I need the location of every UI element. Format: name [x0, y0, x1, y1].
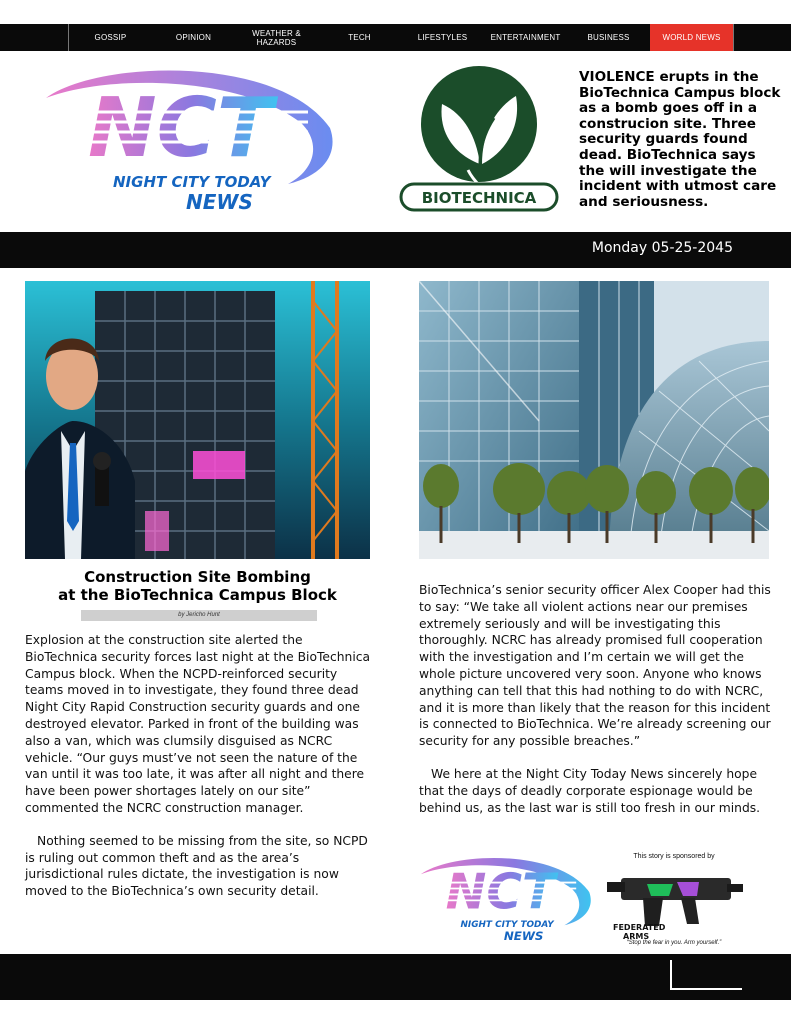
logo-line2: NEWS	[186, 190, 253, 214]
nav-item-tech[interactable]: TECH	[348, 33, 371, 42]
biotechnica-wordmark: BIOTECHNICA	[421, 189, 537, 207]
logo-letters: NCT	[445, 864, 556, 921]
logo-line1: NIGHT CITY TODAY	[460, 920, 554, 931]
nav-items	[68, 24, 734, 51]
federated-arms-ad[interactable]	[603, 866, 745, 944]
headline-lead: VIOLENCE	[579, 69, 655, 85]
nav-item-lifestyles[interactable]: LIFESTYLES	[417, 33, 468, 42]
brand-line1: FEDERATED	[613, 923, 666, 932]
footer-corner-mark	[670, 988, 742, 990]
biotechnica-campus-photo	[419, 281, 769, 559]
article-paragraph: Explosion at the construction site alerted the BioTechnica security forces last night at the BioTechnica Campus block. When the NCPD-reinforced security teams moved in to investigate, they found three dead Night City Rapid Construction security guards and one destroyed elevator. Parked in front of the building was also a van, which was clumsily disguised as NCRC vehicle. “Our guys must’ve not seen the nature of the van until it was too late, it was after all night and there have been power shortages lately on our site” commented the NCRC construction manager.	[25, 633, 371, 815]
construction-site-photo	[25, 281, 370, 559]
nav-item-world-news[interactable]: WORLD NEWS	[650, 24, 733, 51]
article-paragraph: Nothing seemed to be missing from the site, so NCPD is ruling out common theft and as the area’s jurisdictional rules dictate, the investigation is now moved to the BioTechnica’s own security detail.	[25, 833, 368, 899]
brand-line2: ARMS	[623, 932, 650, 941]
sponsor-caption: This story is sponsored by	[633, 853, 715, 860]
date-bar	[0, 232, 791, 268]
footer-corner-mark	[670, 960, 672, 990]
article-title-line2: at the BioTechnica Campus Block	[58, 586, 337, 604]
article-paragraph: We here at the Night City Today News sincerely hope that the days of deadly corporate espionage would be behind us, as the last war is still too fresh in our minds.	[419, 766, 761, 815]
article-column-left	[25, 632, 377, 900]
nct-news-logo[interactable]	[38, 58, 338, 218]
article-column-right	[419, 582, 773, 816]
nav-item-gossip[interactable]: GOSSIP	[94, 33, 127, 42]
nct-news-logo-small[interactable]	[416, 850, 594, 946]
article-title-line1: Construction Site Bombing	[84, 568, 311, 586]
issue-date: Monday 05-25-2045	[591, 240, 733, 256]
article-paragraph: BioTechnica’s senior security officer Alex Cooper had this to say: “We take all violent actions near our premises extremely seriously and will be investigating this thoroughly. NCRC has already promised full cooperation with the investigation and I’m certain we will get the whole picture uncovered very soon. Anyone who knows anything can tell that this had nothing to do with NCRC, and it is more than likely that the reason for this incident is connected to BioTechnica. We’re already screening our security for any possible breaches.”	[419, 583, 771, 749]
nav-item-weather-hazards[interactable]: WEATHER & HAZARDS	[252, 28, 301, 47]
top-nav	[0, 24, 791, 51]
logo-line2: NEWS	[503, 929, 544, 944]
logo-line1: NIGHT CITY TODAY	[113, 173, 271, 191]
headline-blurb	[579, 70, 784, 210]
biotechnica-logo	[398, 66, 560, 214]
sponsor-slogan: “Stop the fear in you. Arm yourself.”	[626, 940, 722, 946]
headline-rest: erupts in the BioTechnica Campus block as a bomb goes off in a construcion site. Three security guards found dead. BioTechnica says the will investigate the incident with utmost care and seriousness.	[579, 69, 781, 210]
footer-bar	[0, 954, 791, 1000]
byline: by Jericho Hunt	[178, 612, 220, 618]
nav-item-opinion[interactable]: OPINION	[175, 33, 212, 42]
article-title	[25, 568, 370, 604]
nav-item-entertainment[interactable]: ENTERTAINMENT	[490, 33, 561, 42]
nav-item-business[interactable]: BUSINESS	[587, 33, 630, 42]
logo-letters: NCT	[88, 81, 273, 176]
